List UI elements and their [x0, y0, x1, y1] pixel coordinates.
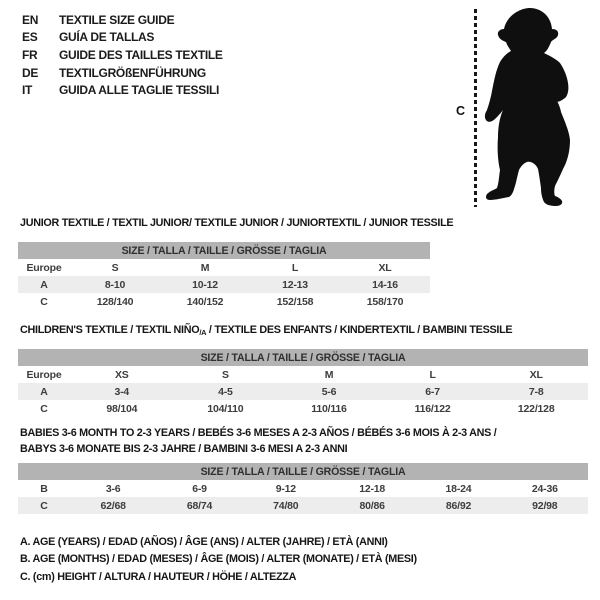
children-title-subscript: /A	[199, 328, 207, 337]
cell: 92/98	[502, 497, 588, 514]
height-dash-line	[474, 9, 477, 207]
cell: 80/86	[329, 497, 415, 514]
cell: 62/68	[70, 497, 156, 514]
height-measure-label: C	[456, 104, 466, 118]
footnote-c: C. (cm) HEIGHT / ALTURA / HAUTEUR / HÖHE / ALTEZZA	[20, 570, 297, 583]
cell: XL	[529, 368, 543, 381]
language-label: TEXTILGRÖßENFÜHRUNG	[59, 65, 206, 80]
babies-title-line2: BABYS 3-6 MONATE BIS 2-3 JAHRE / BAMBINI 3-6 MESI A 2-3 ANNI	[20, 442, 348, 455]
cell: 68/74	[156, 497, 242, 514]
cell: 6-9	[192, 482, 207, 495]
row-label: A	[18, 276, 70, 293]
babies-section-title	[20, 426, 496, 457]
cell: 86/92	[415, 497, 501, 514]
row-label: C	[18, 497, 70, 514]
table-row	[18, 497, 588, 514]
language-code: ES	[22, 30, 38, 45]
cell: 9-12	[275, 482, 296, 495]
language-row-it	[22, 81, 223, 99]
table-row	[18, 259, 430, 276]
children-section-title	[20, 324, 512, 337]
cell: 116/122	[414, 402, 451, 415]
size-header-cell: SIZE / TALLA / TAILLE / GRÖSSE / TAGLIA	[18, 463, 588, 480]
row-label: A	[18, 383, 70, 400]
row-label: C	[40, 295, 48, 308]
cell: 14-16	[340, 276, 430, 293]
cell: L	[429, 368, 436, 381]
language-row-en	[22, 11, 223, 29]
row-label: Europe	[26, 261, 62, 274]
cell: 12-18	[359, 482, 386, 495]
footnote-a: A. AGE (YEARS) / EDAD (AÑOS) / ÂGE (ANS) / ALTER (JAHRE) / ETÀ (ANNI)	[20, 536, 388, 548]
babies-size-table	[18, 463, 588, 514]
language-row-de	[22, 64, 223, 82]
cell: XL	[378, 261, 392, 274]
row-label: Europe	[26, 368, 62, 381]
table-row	[18, 293, 430, 310]
cell: 3-4	[70, 383, 174, 400]
size-header-cell: SIZE / TALLA / TAILLE / GRÖSSE / TAGLIA	[18, 349, 588, 366]
cell: 10-12	[160, 276, 250, 293]
cell: S	[111, 261, 119, 274]
table-row	[18, 480, 588, 497]
language-label: TEXTILE SIZE GUIDE	[59, 12, 175, 27]
cell: 110/116	[311, 402, 347, 415]
cell: 12-13	[250, 276, 340, 293]
cell: 128/140	[96, 295, 134, 308]
babies-title-line1: BABIES 3-6 MONTH TO 2-3 YEARS / BEBÉS 3-6 MESES A 2-3 AÑOS / BÉBÉS 3-6 MOIS À 2-3 ANS /	[20, 427, 497, 439]
cell: 3-6	[105, 482, 121, 495]
junior-section-title: JUNIOR TEXTILE / TEXTIL JUNIOR/ TEXTILE JUNIOR / JUNIORTEXTIL / JUNIOR TESSILE	[20, 217, 454, 229]
language-label: GUIDA ALLE TAGLIE TESSILI	[59, 83, 220, 98]
junior-size-table	[18, 242, 430, 310]
cell: 18-24	[445, 482, 472, 495]
cell: 122/128	[517, 402, 555, 415]
cell: M	[200, 261, 210, 274]
table-header-row	[18, 463, 588, 480]
table-header-row	[18, 349, 588, 366]
children-title-text: CHILDREN'S TEXTILE / TEXTIL NIÑO	[20, 324, 200, 336]
cell: 24-36	[531, 482, 558, 495]
cell: S	[221, 368, 229, 381]
cell: L	[291, 261, 299, 274]
table-row	[18, 383, 588, 400]
table-header-row	[18, 242, 430, 259]
table-row	[18, 276, 430, 293]
language-code: FR	[22, 47, 38, 62]
language-code: DE	[22, 65, 39, 80]
cell: 6-7	[381, 383, 485, 400]
children-size-table	[18, 349, 588, 417]
children-title-text: / TEXTILE DES ENFANTS / KINDERTEXTIL / BAMBINI TESSILE	[206, 324, 513, 336]
language-row-fr	[22, 46, 223, 64]
language-label: GUIDE DES TAILLES TEXTILE	[59, 47, 223, 62]
cell: 98/104	[106, 402, 138, 415]
cell: 7-8	[484, 383, 588, 400]
row-label: C	[40, 402, 48, 415]
footnotes	[20, 534, 417, 586]
language-code: IT	[22, 83, 33, 98]
cell: XS	[114, 368, 129, 381]
cell: 8-10	[70, 276, 160, 293]
toddler-silhouette-icon	[483, 5, 578, 210]
language-code: EN	[22, 12, 39, 27]
size-header-cell: SIZE / TALLA / TAILLE / GRÖSSE / TAGLIA	[18, 242, 430, 259]
row-label: B	[40, 482, 48, 495]
cell: 74/80	[243, 497, 329, 514]
cell: 152/158	[276, 295, 314, 308]
language-label: GUÍA DE TALLAS	[59, 30, 155, 45]
cell: 158/170	[366, 295, 404, 308]
language-row-es	[22, 29, 223, 47]
table-row	[18, 366, 588, 383]
footnote-b: B. AGE (MONTHS) / EDAD (MESES) / ÂGE (MOIS) / ALTER (MONATE) / ETÀ (MESI)	[20, 553, 417, 566]
cell: 5-6	[277, 383, 381, 400]
language-header	[22, 11, 223, 99]
cell: 104/110	[207, 402, 244, 415]
table-row	[18, 400, 588, 417]
cell: 4-5	[174, 383, 278, 400]
cell: 140/152	[186, 295, 224, 308]
cell: M	[324, 368, 334, 381]
